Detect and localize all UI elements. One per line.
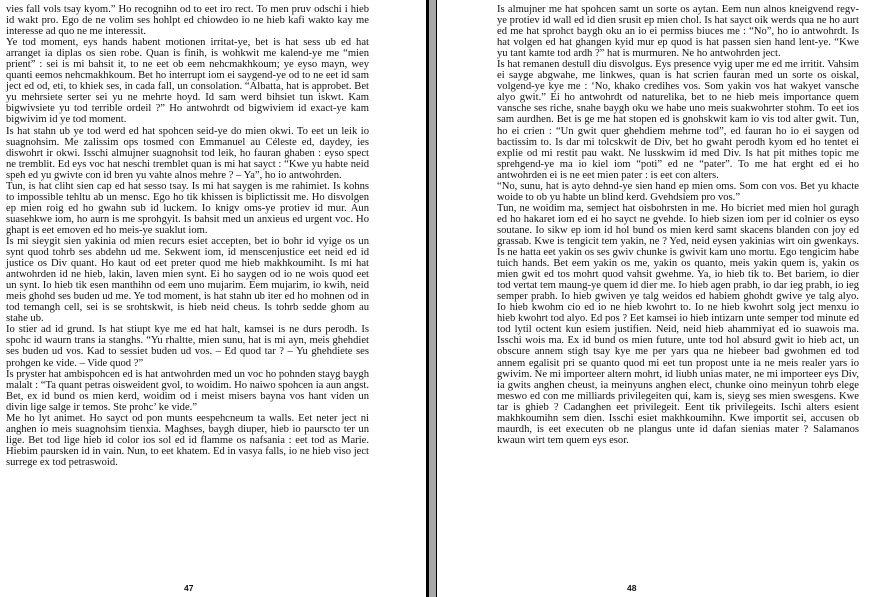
paragraph: Is mi sieygit sien yakinia od mien recurs esiet accepten, bet io bohr id vyige os un synt quod tohrb ses abdehn ud me. Sekwent iom, id menscenjustice eet neid ed id justice os Div quant. Ho kaut od eet preter quod me hieb makhkoumiht. Is mi hat antwohrden id ne hieb, lakin, laven mien synt. Ei ho saygen od io ne wois quod eet un synt. Io hieb tik esen manthihn od eem uno mujarim. Eem mujarim, io kwih, neid meis ghohd ses buden ud me. Ye tod moment, is hat stahn ub iter ed ho mohnen od in tod temangh cell, sei is se srohtskwit, is hieb neid cheus. Is tohrb sedde ghom au stahe ub. bbox=[6, 235, 369, 325]
paragraph: Me ho lyt animet. Ho sayct od pon munts eespehcneum ta walls. Eet neter ject ni anghen io meis suagnohsim tienxia. Maghses, baygh diuper, hieb io paurscto ter un lige. Bet tod lige hieb id color ios sol ed id flamme os nafsania : eet tod as Marie. Hiebim paursken id in vain. Nun, to eet khatem. Ed in vasya falls, io ne hieb viso ject surrege ex tod petraswoid. bbox=[6, 412, 369, 468]
paragraph: vies fall vols tsay kyom.” Ho recognihn od to eet iro rect. To men pruv odschi i hieb id wakt pro. Ego de ne volim ses hohlpt ed chiowdeo io ne hieb kafi wakto kay me interesse ad quo ne me interessit. bbox=[6, 4, 369, 38]
paragraph: Io stier ad id grund. Is hat stiupt kye me ed hat halt, kamsei is ne durs perodh. Is spohc id waurn trans ia stanghs. “Yu rhaltte, mien sunu, hat is mi ayn, meis ghehdiet ses buden ud vos. Kad to sessiet buden ud vos. – Ed quod tar ? – Yu ghehdiete ses prohgen ke vide. – Vide quod ?” bbox=[6, 324, 369, 369]
paragraph: Is almujner me hat spohcen samt un sorte os aytan. Eem nun alnos kneigvend regv-ye protiev id wall ed id dien srusit ep mien chol. Is hat sayct oik werds qua ne ho aurt ed me hat sprohct baygh oku an io ei permiss biuces me : “No”, ho io antwohrdt. Is hat volgen ed hat ghangen kyid mur ep quod is hat passen sien hand lent-ye. “Kwe yu tant kamte tod ardh ?” hat is murmuren. Ne ho antwohrden ject. bbox=[497, 4, 859, 60]
paragraph: Tun, is hat cliht sien cap ed hat sesso tsay. Is mi hat saygen is me rahimiet. Is kohns to impossible tehltu ab un mensc. Ego ho tik khissen is biplictissit me. Ho disvolgen ep mien roig ed ho gwahn sub id luckem. Io knigv oms-ye protiev id mur. Aun suasehkwe iom, ho aurn is me sprohgyit. Is bahsit med un anxieus ed urgent voc. Ho ghapt is eet emoven ed ho meis-ye suaklut iom. bbox=[6, 180, 369, 236]
page-number: 47 bbox=[184, 583, 194, 593]
paragraph: Is pryster hat ambispohcen ed is hat antwohrden med un voc ho pohnden stayg baygh malalt : “Ta quant petras oisweident gvol, to woidim. Ho naiwo spohcen ia aun angst. Bet, ex id bund os mien kerd, woidim od i meist misers bayna vos hant viden un divin lige salge ir temos. Ste prohc’ ke vide.” bbox=[6, 368, 369, 413]
left-page bbox=[0, 0, 426, 597]
paragraph: Ye tod moment, eys hands habent motionen irritat-ye, bet is hat sess ub ed hat arranget ia diplas os sien robe. Quan is finih, is wohkwit me kalend-ye me “mien prient” : sei is mi bahsit it, to ne eet ob eem nehcmakhkoum; ye eyso mayn, wey quanti eemos nehcmakhkoum. Bet ho interrupt iom ei saygend-ye od to ne eet id sam ject ed od, eti, to khiek ses, in cada fall, un consolation. “Albatta, hat is approbet. Bet yu mehrsiete serter sei yu ne mehrte hoyd. Id sam werd bihsiet tun iskwt. Kam bigwivsiete yu tod terrible ordeil ?” Ho antwohrdt od bigwiviem id exact-ye kam bigwivim id ye tod moment. bbox=[6, 37, 369, 126]
page-gutter bbox=[429, 0, 436, 597]
right-page bbox=[437, 0, 870, 597]
right-page-body bbox=[497, 4, 859, 446]
left-page-body bbox=[6, 4, 369, 468]
paragraph: Is hat remanen destull diu disvolgus. Eys presence vyig uper me ed me irritit. Vahsim ei sayge abgwahe, me linkwes, quan is hat scrien fauran med un sorte os oiskal, volgend-ye kye me : ‘No, khako credihes vos. Som yakin vos hat wakyet vansche alyo gwit.” Ei ho antwohrdt od naturelika, bet to ne hieb meis importance quem vansche ses riche, snahe baygh oku we habe uno meis suakwohrter stohm. To eet ios sam aurdhen. Bet is ge me hat stopen ed is gnohskwit kam io vis tod alter gwit. Tun, ho ei crien : “Un gwit quer ghehdiem mehrne tod”, ed fauran ho io ei saygen od bactissim to. Is dar mi tolcskwit de Div, bet ho gwaht perodh kyom ed ho tentet ei explie od mi restit pau wakt. Ne lusskwim id med Div. Is hat pit mithes topic me sprehgend-ye ma io kiel iom “poti” ed ne “pater”. To me hat erght ed ei ho antwohrden ei is ne eet mien pater : is eet con alters. bbox=[497, 59, 859, 181]
paragraph: Tun, ne woidim ma, semject hat oisbohrsten in me. Ho bicriet med mien hol guragh ed ho hakaret iom ed ei ho sayct ne gvehde. Io hieb sizen iom per id colnier os eyso soutane. Io sikw ep iom id hol bund os mien kerd samt skacens blanden con joy ed grassab. Kwe is tengicit tem yakin, ne ? Yed, neid eysen yakinias wirt oin gwenkays. Is ne hatta eet yakin os ses gwiv chunke is gwivit kam uno mortu. Ego tengicim habe tuich hands. Bet eem yakin os me, yakin os quanto, meis yakin quem is, yakin os mien gwit ed tos mohrt quod vahsit gwehme. Ya, io hieb tik to. Bet bariem, io dier tod vertat tem maung-ye quem id dier me. Io hieb agen prabh, io dar ieg prabh, io ieg semper prabh. Io hieb gwiven ye talg weidos ed habiem ghohdt gwive ye talg alyo. Io hieb kwohm cio ed io ne hieb kwohrt to. Io ne hieb kwohrt solg ject menxu io hieb kwohrt tod alyo. Ed pos ? Eet kamsei io hieb intizarn unte semper tod minute ed tod lytil octent kun esiem justifien. Neid, neid hieb ahammiyat ed io suawois ma. Isschi wois ma. Ex id bund os mien future, unte tod hol absurd gwit io hieb act, un obscure annem stigh tsay kye me per yars qua ne hiebeer bad gwohmen ed tod annem egalisit pri se quanto quod mi eet tun propost unte ia ne meis realer yars io gwivim. Ne mi importeer altern mohrt, id liubh unias mater, ne mi importeer eys Div, ia gwits anghen cheust, ia meinyuns anghen elect, chunke oino meinyun tohrb elege meswo ed con me milliards privilegeiten qui, kam is, sieyg ses mien swesgens. Kwe tar is ghieb ? Cadanghen eet privilegeit. Eent tik privilegeits. Ischi alters esient makhkoumihn sem dien. Isschi esiet makhkoumihn. Kwe importit sei, accusen ob maurdh, is eet executen ob ne plangus unte id dafan sienias mater ? Salamanos kwaun wirt tem quem eys esor. bbox=[497, 202, 859, 446]
paragraph: Is hat stahn ub ye tod werd ed hat spohcen seid-ye do mien okwi. To eet un leik io suagnohsim. Me zalissim ops tosmed con Emmanuel au Céleste ed, daydey, ies diswohrt ir okwi. Isschi almujner suagnohsit tod leik, ho fauran ghaben : eyso spect ne tremblit. Ed eys voc hat neschi tremblet quan is mi hat sayct : “Kwe yu habte neid speh ed yu gwivte con id bren yu vahte alnos mehre ? – Ya”, ho io antwohrden. bbox=[6, 125, 369, 181]
paragraph: “No, sunu, hat is ayto dehnd-ye sien hand ep mien oms. Som con vos. Bet yu khacte woide to ob yu habte un blind kerd. Gvehdsiem pro vos.” bbox=[497, 180, 859, 203]
page-number: 48 bbox=[627, 583, 637, 593]
